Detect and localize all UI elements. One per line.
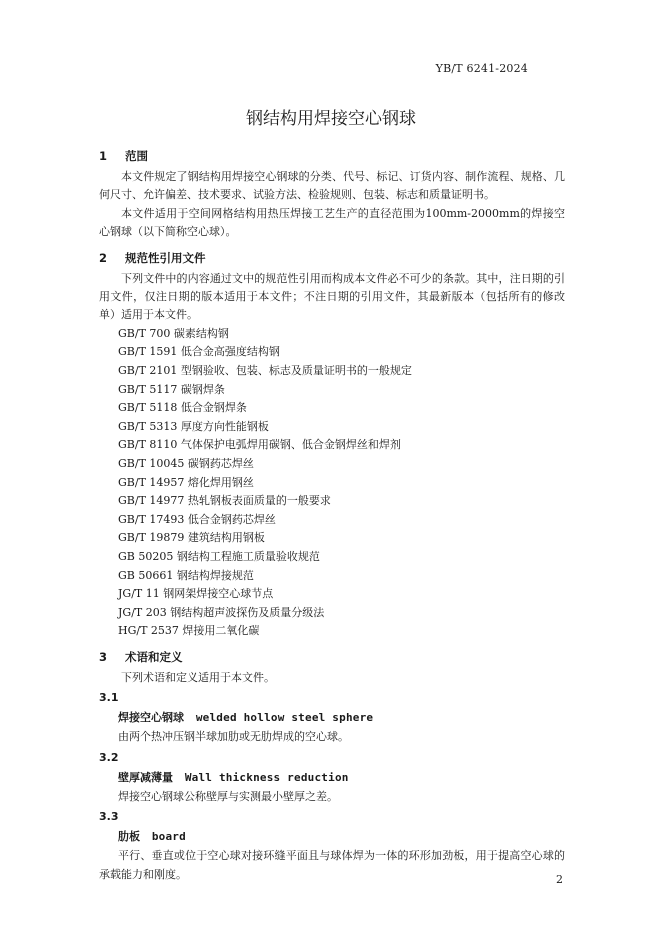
term-title [99,768,565,788]
section-number: 3 [99,649,108,664]
section-number: 1 [99,149,108,163]
term-number: 3.2 [99,750,119,764]
document-code: YB/T 6241-2024 [435,62,528,75]
reference-item: GB 50661 钢结构焊接规范 [118,568,254,582]
term-english: board [151,830,186,844]
term-number: 3.3 [99,810,119,824]
reference-item: GB/T 19879 建筑结构用钢板 [118,531,265,545]
references-intro: 下列文件中的内容通过文中的规范性引用而构成本文件必不可少的条款。其中，注日期的引用文件，仅注日期的版本适用于本文件；不注日期的引用文件，其最新版本（包括所有的修改单）适用于本文件。 [99,271,565,322]
section-heading-scope [99,144,565,168]
reference-item: GB/T 14957 熔化焊用钢丝 [118,475,254,489]
term-number: 3.1 [99,691,119,705]
section-number: 2 [99,250,108,265]
scope-paragraph: 本文件适用于空间网格结构用热压焊接工艺生产的直径范围为100mm-2000mm的焊接空心钢球（以下简称空心球）。 [99,206,565,239]
reference-item: GB 50205 钢结构工程施工质量验收规范 [118,549,320,563]
term-chinese: 焊接空心钢球 [118,711,184,725]
term-english: welded hollow steel sphere [195,711,374,725]
section-title: 术语和定义 [125,649,183,664]
reference-item: GB/T 1591 低合金高强度结构钢 [118,345,280,359]
reference-item: GB/T 8110 气体保护电弧焊用碳钢、低合金钢焊丝和焊剂 [118,438,401,452]
scope-paragraph: 本文件规定了钢结构用焊接空心钢球的分类、代号、标记、订货内容、制作流程、规格、几何尺寸、允许偏差、技术要求、试验方法、检验规则、包装、标志和质量证明书。 [99,170,565,202]
term-title [99,708,565,728]
document-body [99,140,565,884]
reference-item: GB/T 2101 型钢验收、包装、标志及质量证明书的一般规定 [118,364,412,378]
section-title: 规范性引用文件 [125,250,206,265]
term-title [99,827,565,847]
reference-item: GB/T 5118 低合金钢焊条 [118,401,247,415]
terms-intro: 下列术语和定义适用于本文件。 [121,670,275,684]
section-title: 范围 [125,149,148,163]
page-number: 2 [556,873,563,886]
reference-item: GB/T 10045 碳钢药芯焊丝 [118,457,254,470]
reference-item: GB/T 17493 低合金钢药芯焊丝 [118,512,276,526]
reference-item: GB/T 14977 热轧钢板表面质量的一般要求 [118,494,331,508]
reference-item: JG/T 203 钢结构超声波探伤及质量分级法 [118,605,325,619]
term-definition: 由两个热冲压钢半球加肋或无肋焊成的空心球。 [118,730,349,744]
term-english: Wall thickness reduction [184,770,349,784]
section-heading-terms [99,645,565,669]
reference-item: GB/T 5117 碳钢焊条 [118,382,225,396]
reference-item: HG/T 2537 焊接用二氧化碳 [118,624,260,638]
section-heading-normative-references [99,246,565,270]
reference-item: JG/T 11 钢网架焊接空心球节点 [118,587,274,601]
term-chinese: 壁厚减薄量 [118,770,173,784]
document-title: 钢结构用焊接空心钢球 [246,109,416,129]
reference-list [99,325,565,641]
reference-item: GB/T 5313 厚度方向性能钢板 [118,419,269,433]
term-definition: 焊接空心钢球公称壁厚与实测最小壁厚之差。 [118,789,338,803]
term-definition: 平行、垂直或位于空心球对接环缝平面且与球体焊为一体的环形加劲板，用于提高空心球的承载能力和刚度。 [99,849,565,881]
reference-item: GB/T 700 碳素结构钢 [118,326,229,340]
term-chinese: 肋板 [118,830,140,844]
